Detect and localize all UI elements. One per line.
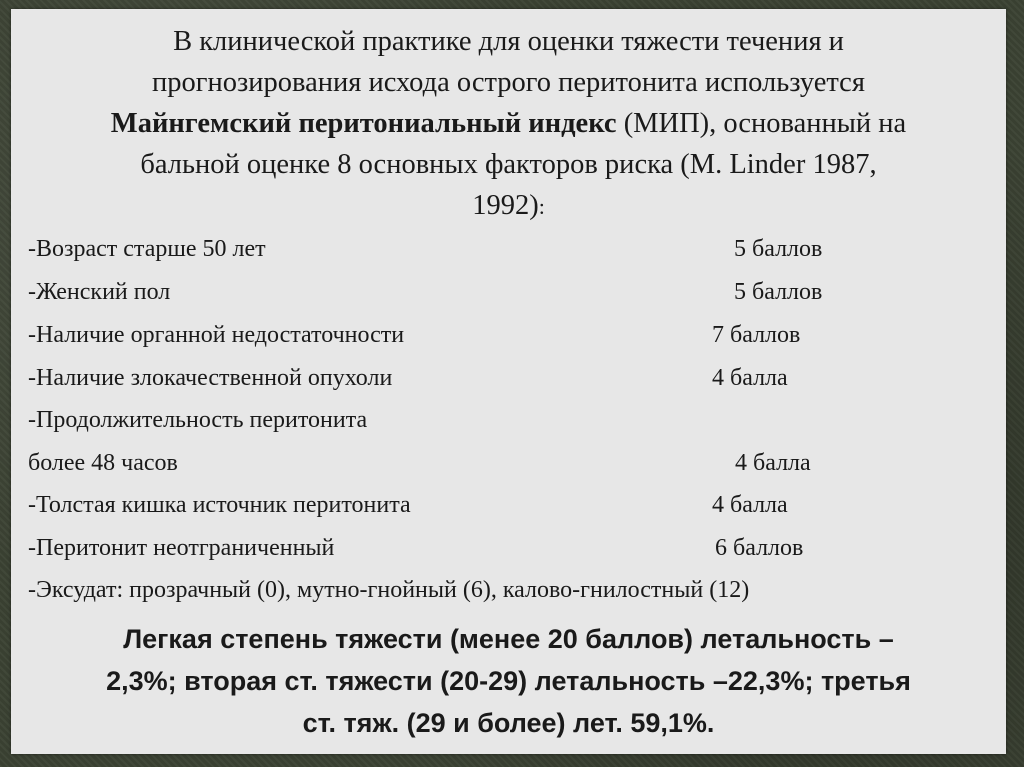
intro-line-4: бальной оценке 8 основных факторов риска (M. Linder 1987, — [140, 149, 877, 180]
factor-unbounded-points: 6 баллов — [715, 535, 804, 561]
factor-duration-points: 4 балла — [735, 450, 811, 476]
intro-paragraph — [31, 21, 986, 227]
factor-age-label: -Возраст старше 50 лет — [28, 236, 266, 262]
factor-malignancy-label: -Наличие злокачественной опухоли — [28, 365, 393, 391]
intro-line-3 — [31, 103, 986, 144]
intro-line-5-text: 1992) — [472, 190, 539, 221]
intro-line-1: В клинической практике для оценки тяжести течения и — [173, 26, 844, 57]
factor-duration-label: -Продолжительность перитонита — [28, 407, 368, 433]
index-name: Майнгемский перитониальный индекс — [110, 108, 617, 139]
factor-duration-detail-label: более 48 часов — [28, 450, 178, 476]
factor-sex-points: 5 баллов — [734, 279, 823, 305]
intro-line-5-colon: : — [538, 194, 545, 219]
factor-colon-source-points: 4 балла — [712, 492, 788, 518]
conclusion-line-1: Легкая степень тяжести (менее 20 баллов) летальность – — [123, 624, 894, 654]
factor-exudate-label: -Эксудат: прозрачный (0), мутно-гнойный (6), калово-гнилостный (12) — [28, 577, 750, 603]
intro-line-5 — [31, 185, 986, 227]
slide — [11, 9, 1006, 754]
factor-organ-failure-points: 7 баллов — [712, 322, 801, 348]
intro-line-2: прогнозирования исхода острого перитонита используется — [152, 67, 865, 98]
factor-malignancy-points: 4 балла — [712, 365, 788, 391]
intro-line-3-rest: (МИП), основанный на — [616, 108, 907, 139]
factor-sex-label: -Женский пол — [28, 279, 171, 305]
factor-organ-failure-label: -Наличие органной недостаточности — [28, 322, 405, 348]
conclusion-line-3: ст. тяж. (29 и более) лет. 59,1%. — [302, 708, 715, 738]
severity-conclusion — [26, 618, 991, 744]
factor-age-points: 5 баллов — [734, 236, 823, 262]
factor-colon-source-label: -Толстая кишка источник перитонита — [28, 492, 411, 518]
conclusion-line-2: 2,3%; вторая ст. тяжести (20-29) летальность –22,3%; третья — [106, 666, 911, 696]
factor-unbounded-label: -Перитонит неотграниченный — [28, 535, 335, 561]
